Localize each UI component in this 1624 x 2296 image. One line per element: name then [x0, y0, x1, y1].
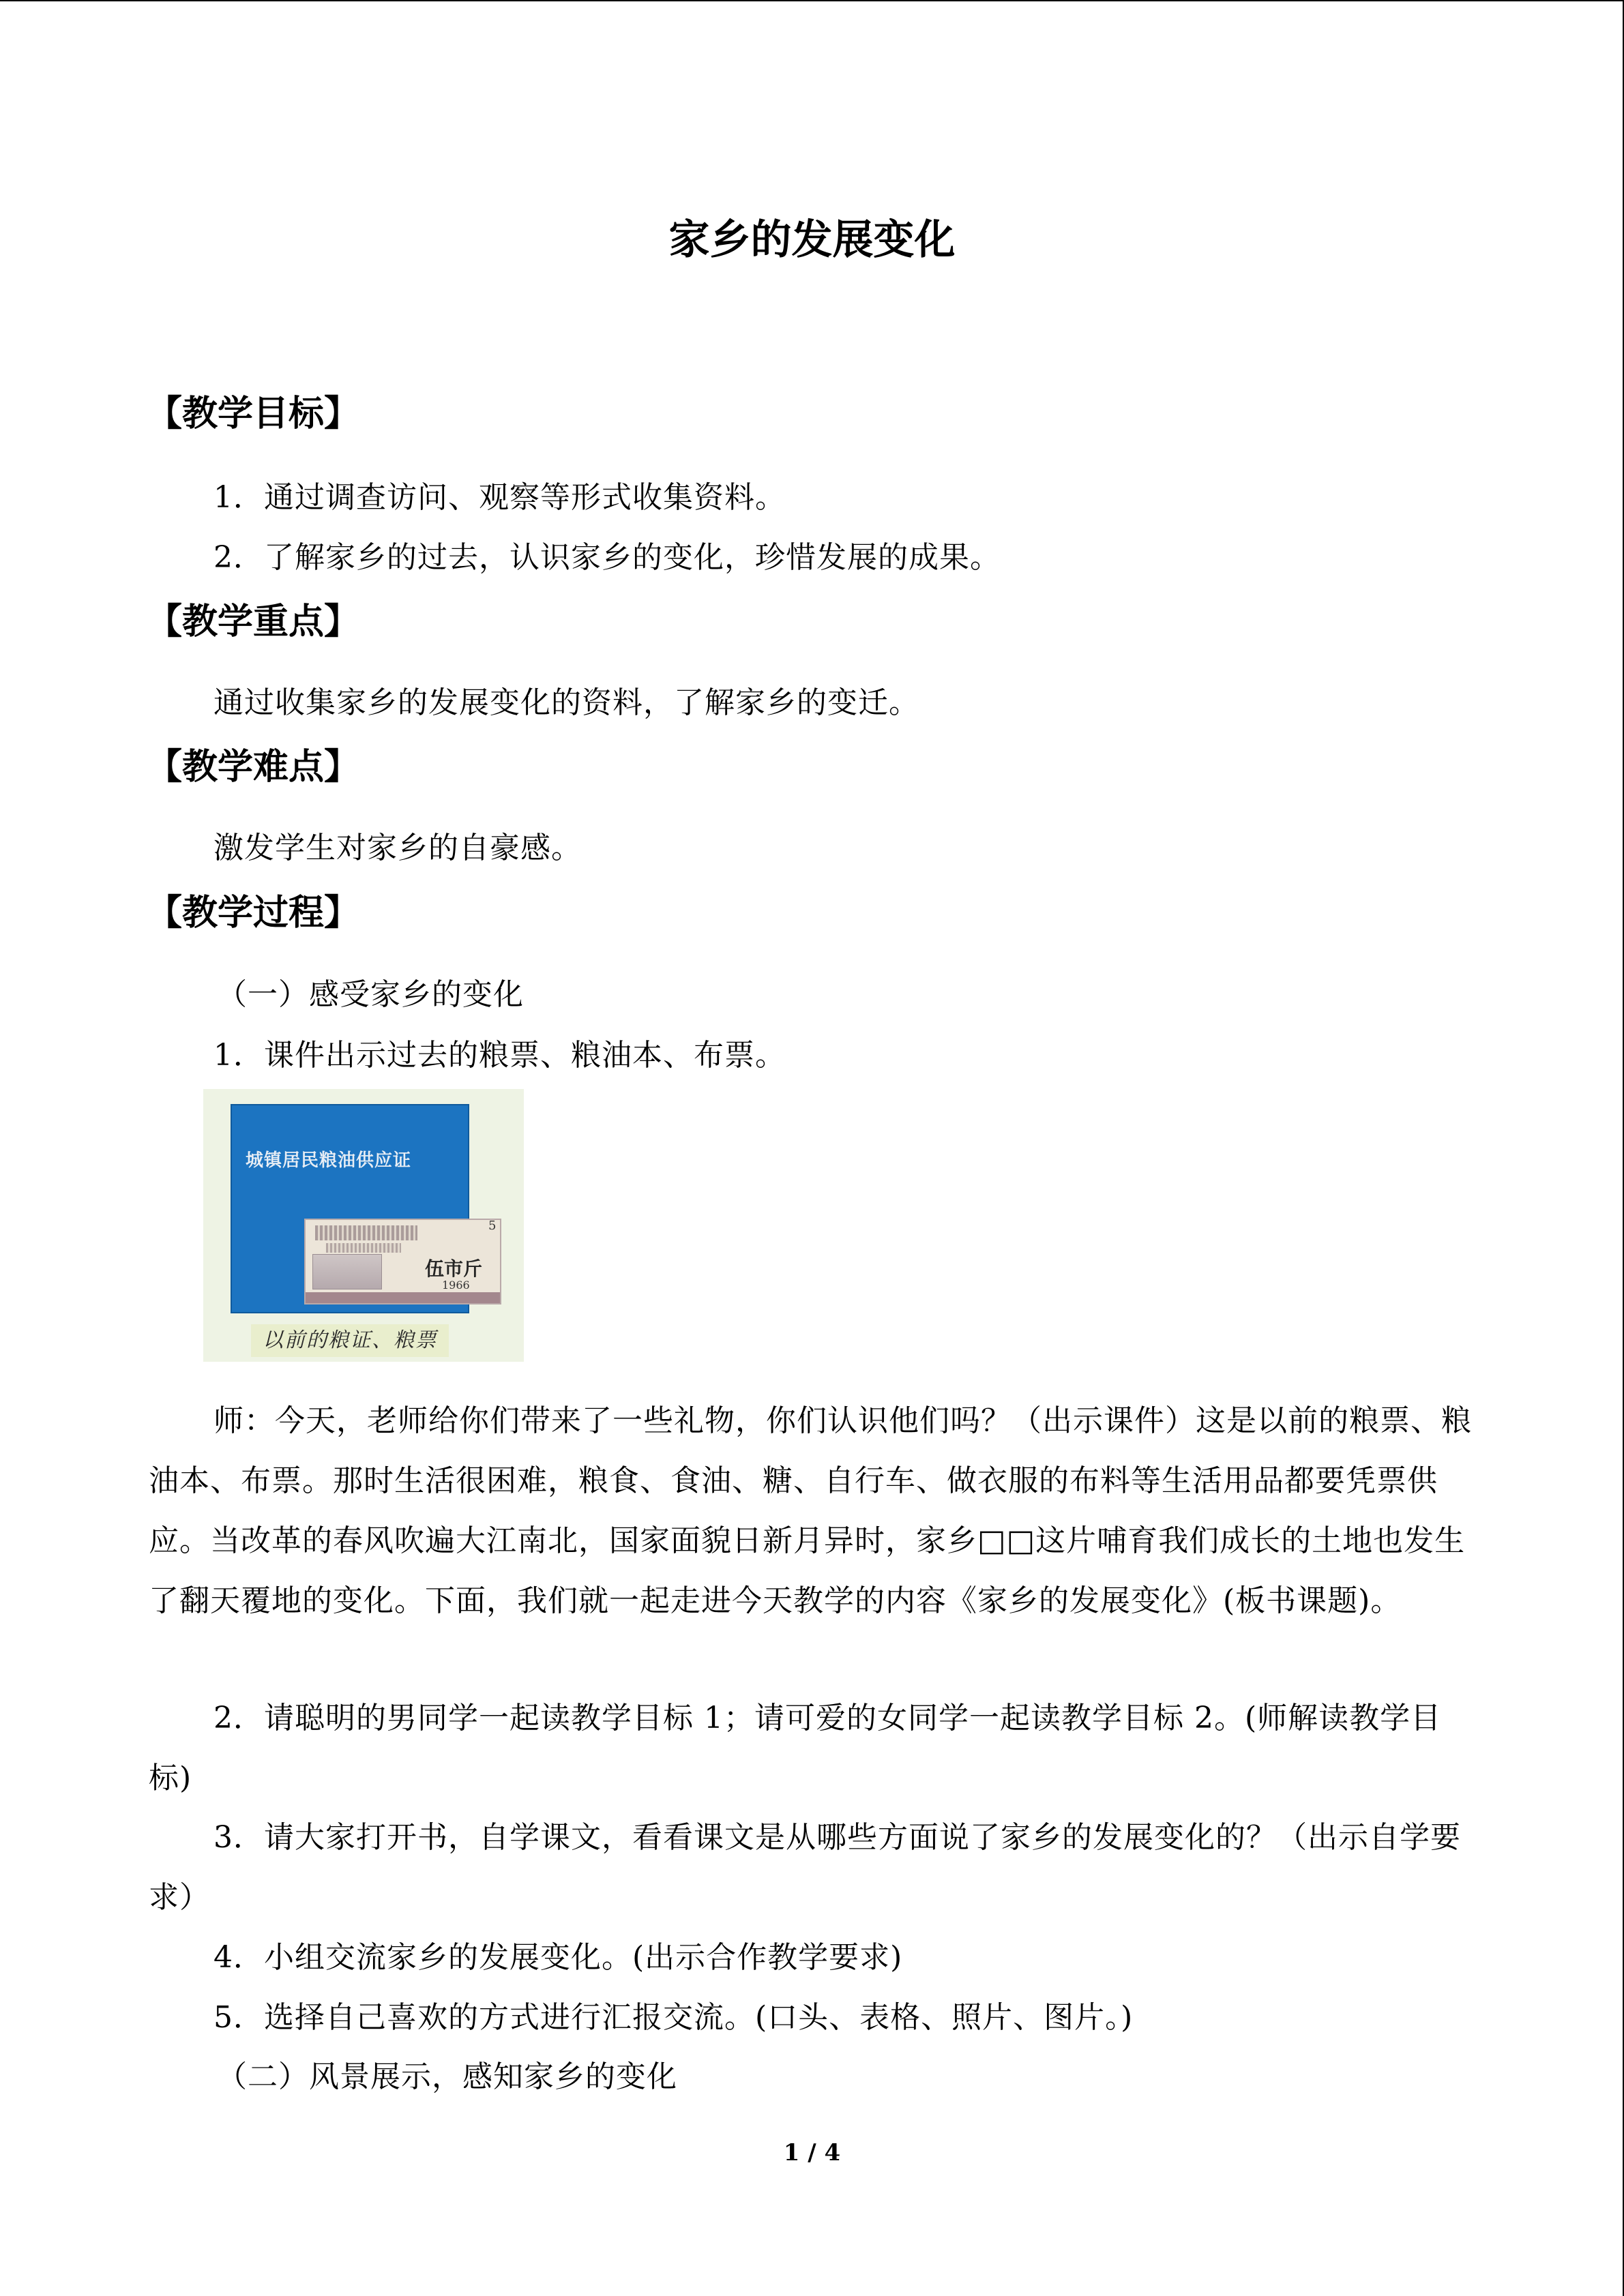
objective-item-2: 2．了解家乡的过去，认识家乡的变化，珍惜发展的成果。 — [213, 540, 1001, 575]
difficulty-heading: 【教学难点】 — [147, 746, 360, 788]
coupon-illustration — [312, 1254, 382, 1289]
page-number: 1 / 4 — [783, 2139, 841, 2166]
process-step-1: 1．课件出示过去的粮票、粮油本、布票。 — [213, 1038, 786, 1073]
objective-item-1: 1．通过调查访问、观察等形式收集资料。 — [213, 480, 786, 515]
process-part2-title: （二）风景展示，感知家乡的变化 — [217, 2059, 677, 2094]
process-step-5: 5．选择自己喜欢的方式进行汇报交流。(口头、表格、照片、图片。) — [213, 2000, 1134, 2035]
grain-coupon — [304, 1219, 501, 1304]
document-title: 家乡的发展变化 — [668, 216, 956, 264]
process-step-4: 4．小组交流家乡的发展变化。(出示合作教学要求) — [213, 1940, 903, 1975]
coupon-value: 伍市斤 — [425, 1257, 483, 1280]
coupon-subheader-text — [326, 1243, 401, 1253]
coupon-band — [306, 1292, 500, 1303]
difficulty-text: 激发学生对家乡的自豪感。 — [213, 831, 582, 865]
process-part1-title: （一）感受家乡的变化 — [217, 977, 524, 1012]
coupon-number: 5 — [488, 1219, 497, 1233]
process-step-3: 3．请大家打开书，自学课文，看看课文是从哪些方面说了家乡的发展变化的？（出示自学要求） — [149, 1820, 1461, 1915]
coupon-year: 1966 — [442, 1279, 470, 1292]
booklet-title: 城镇居民粮油供应证 — [246, 1150, 412, 1171]
photo-caption: 以前的粮证、粮票 — [251, 1324, 449, 1357]
process-heading: 【教学过程】 — [147, 892, 360, 934]
coupon-header-text — [315, 1225, 417, 1240]
process-step-2: 2．请聪明的男同学一起读教学目标 1；请可爱的女同学一起读教学目标 2。(师解读教学目标) — [149, 1701, 1442, 1795]
key-point-heading: 【教学重点】 — [147, 601, 360, 642]
ration-coupons-photo — [203, 1089, 524, 1362]
objectives-heading: 【教学目标】 — [147, 393, 360, 434]
key-point-text: 通过收集家乡的发展变化的资料，了解家乡的变迁。 — [213, 685, 919, 720]
teacher-paragraph: 师：今天，老师给你们带来了一些礼物，你们认识他们吗？（出示课件）这是以前的粮票、粮油本、布票。那时生活很困难，粮食、食油、糖、自行车、做衣服的布料等生活用品都要凭票供应。当改革的春风吹遍大江南北，国家面貌日新月异时，家乡□□这片哺育我们成长的土地也发生了翻天覆地的变化。下面，我们就一起走进今天教学的内容《家乡的发展变化》(板书课题)。 — [149, 1403, 1472, 1618]
